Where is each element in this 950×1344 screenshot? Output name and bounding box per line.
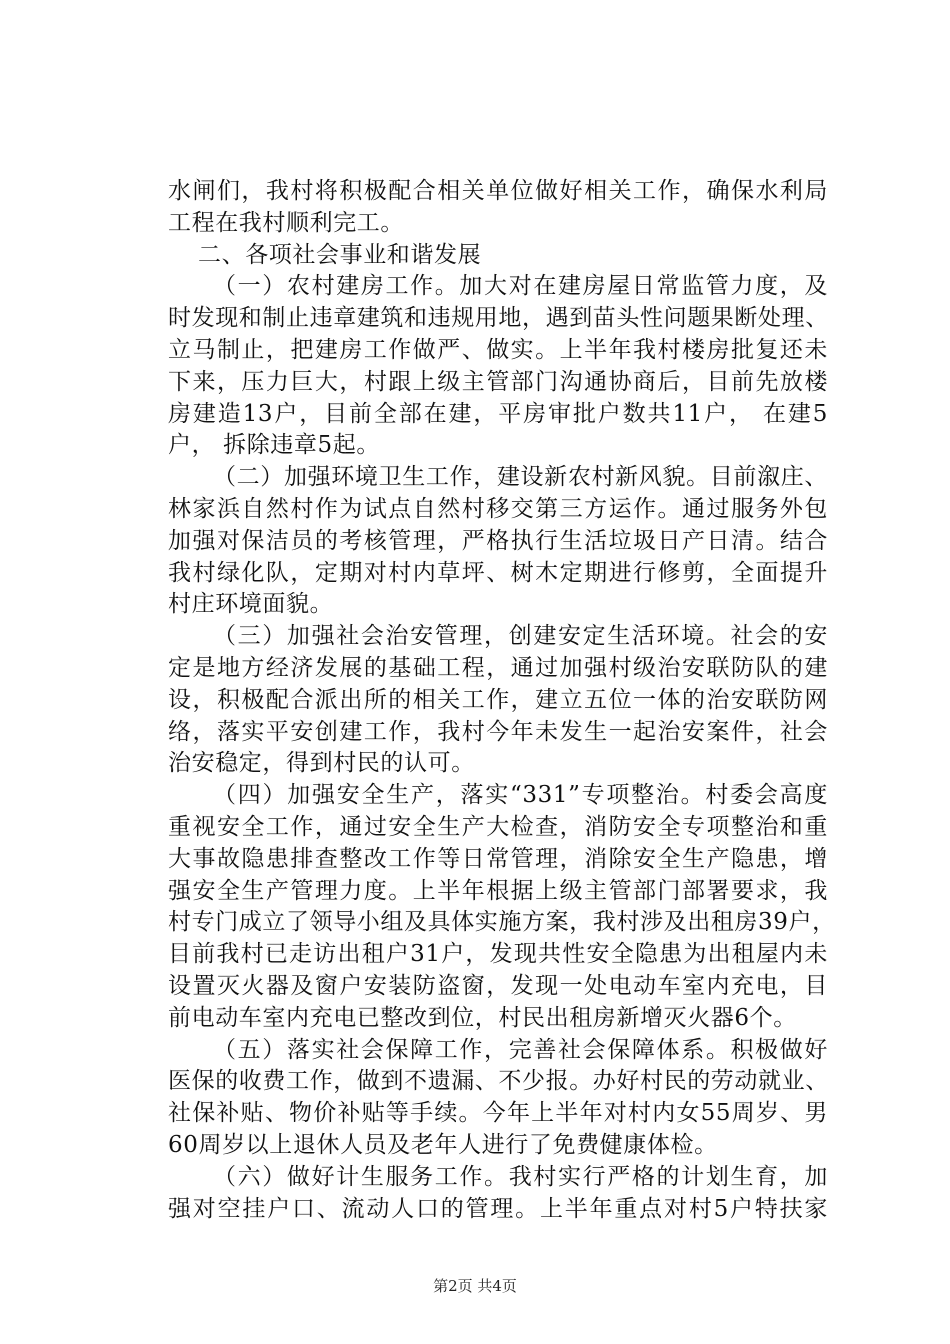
text-line: 强安全生产管理力度。上半年根据上级主管部门部署要求，我 xyxy=(168,877,828,904)
text-line: 工程在我村顺利完工。 xyxy=(168,209,404,236)
text-line: 重视安全工作，通过安全生产大检查，消防安全专项整治和重 xyxy=(168,813,828,840)
page-footer: 第2页 共4页 xyxy=(433,1277,517,1295)
text-line: 加强对保洁员的考核管理，严格执行生活垃圾日产日清。结合 xyxy=(168,527,828,554)
text-line: 立马制止，把建房工作做严、做实。上半年我村楼房批复还未 xyxy=(168,336,828,363)
text-line: 60周岁以上退休人员及老年人进行了免费健康体检。 xyxy=(168,1131,718,1158)
text-line: 强对空挂户口、流动人口的管理。上半年重点对村5户特扶家 xyxy=(168,1195,828,1222)
text-line: 下来，压力巨大，村跟上级主管部门沟通协商后，目前先放楼 xyxy=(168,368,828,395)
body-text xyxy=(168,176,836,1225)
text-line: 定是地方经济发展的基础工程，通过加强村级治安联防队的建 xyxy=(168,654,828,681)
text-line: 设，积极配合派出所的相关工作，建立五位一体的治安联防网 xyxy=(168,686,828,713)
text-line: 前电动车室内充电已整改到位，村民出租房新增灭火器6个。 xyxy=(168,1004,797,1031)
text-line: 络，落实平安创建工作，我村今年未发生一起治安案件，社会 xyxy=(168,718,828,745)
text-line: 水闸们，我村将积极配合相关单位做好相关工作，确保水利局 xyxy=(168,178,828,204)
text-line: 村庄环境面貌。 xyxy=(168,591,334,618)
text-line: 医保的收费工作，做到不遗漏、不少报。办好村民的劳动就业、 xyxy=(168,1068,829,1095)
text-line: （二）加强环境卫生工作，建设新农村新风貌。目前溆庄、 xyxy=(213,464,828,491)
text-line: 大事故隐患排查整改工作等日常管理，消除安全生产隐患，增 xyxy=(168,845,828,872)
text-line: 时发现和制止违章建筑和违规用地，遇到苗头性问题果断处理、 xyxy=(168,305,829,332)
text-line: 社保补贴、物价补贴等手续。今年上半年对村内女55周岁、男 xyxy=(168,1100,828,1127)
text-line: 房建造13户，目前全部在建，平房审批户数共11户， 在建5 xyxy=(168,400,828,427)
text-line: 村专门成立了领导小组及具体实施方案，我村涉及出租房39户， xyxy=(168,909,836,936)
text-line: 二、各项社会事业和谐发展 xyxy=(198,241,482,268)
text-line: （六）做好计生服务工作。我村实行严格的计划生育，加 xyxy=(213,1163,828,1190)
text-line: （一）农村建房工作。加大对在建房屋日常监管力度，及 xyxy=(213,273,828,300)
text-line: （三）加强社会治安管理，创建安定生活环境。社会的安 xyxy=(213,623,828,650)
text-line: （四）加强安全生产，落实“331”专项整治。村委会高度 xyxy=(213,782,828,809)
text-line: 设置灭火器及窗户安装防盗窗，发现一处电动车室内充电，目 xyxy=(168,972,828,999)
text-line: （五）落实社会保障工作，完善社会保障体系。积极做好 xyxy=(213,1036,828,1063)
text-line: 户， 拆除违章5起。 xyxy=(168,432,380,459)
text-line: 林家浜自然村作为试点自然村移交第三方运作。通过服务外包 xyxy=(168,495,828,522)
text-line: 治安稳定，得到村民的认可。 xyxy=(168,750,475,777)
text-line: 我村绿化队，定期对村内草坪、树木定期进行修剪，全面提升 xyxy=(168,559,828,586)
text-line: 目前我村已走访出租户31户，发现共性安全隐患为出租屋内未 xyxy=(168,941,828,968)
